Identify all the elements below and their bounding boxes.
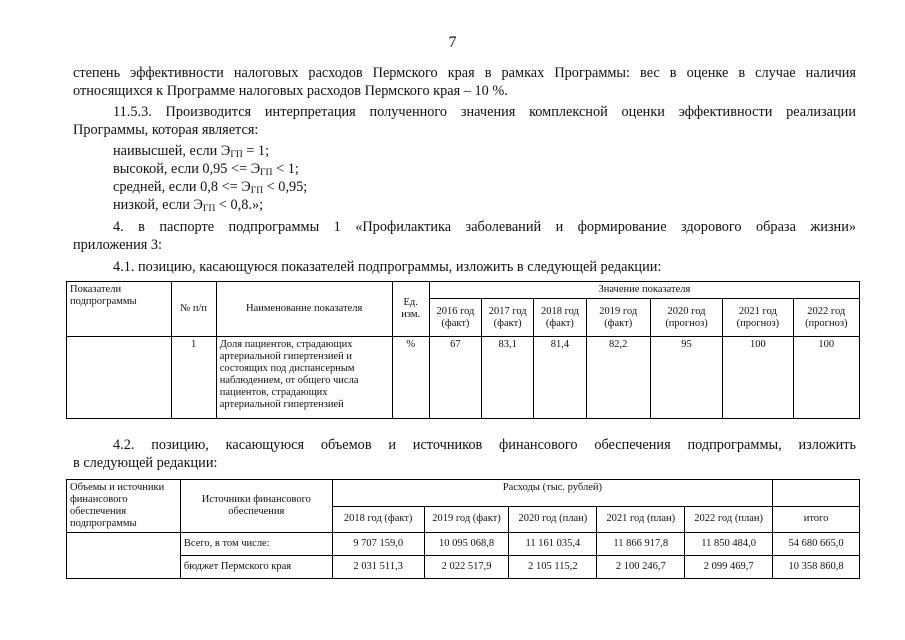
- year-header: 2018 год (факт): [534, 299, 586, 337]
- indicator-value: 100: [793, 337, 859, 419]
- indicators-section-spacer: [67, 337, 172, 419]
- financing-section-spacer: [67, 533, 181, 579]
- page-number: 7: [448, 34, 457, 51]
- text-line-4: Программы, которая является:: [73, 122, 259, 138]
- total-group-spacer: [773, 480, 860, 507]
- indicator-value: 67: [429, 337, 481, 419]
- amount-cell: 9 707 159,0: [332, 533, 424, 556]
- indicator-value: 100: [723, 337, 793, 419]
- total-header: итого: [773, 506, 860, 533]
- indicator-name: Доля пациентов, страдающих артериальной гипертензией и состоящих под диспансерным наблюдением, от общего числа пациентов, страдающих артериальной гипертензией: [216, 337, 392, 419]
- criterion-medium: средней, если $0,8 <= Э_{ГП} < 0,95$;: [113, 179, 308, 196]
- amount-cell: 2 105 115,2: [509, 556, 597, 579]
- year-header: 2016 год (факт): [429, 299, 481, 337]
- col-name-header: Наименование показателя: [216, 282, 392, 337]
- indicator-value: 83,1: [482, 337, 534, 419]
- text-line-6: приложения 3:: [73, 237, 162, 253]
- amount-cell: 11 850 484,0: [685, 533, 773, 556]
- financing-section-label: Объемы и источники финансового обеспечения подпрограммы: [67, 480, 181, 533]
- col-num-header: № п/п: [171, 282, 216, 337]
- text-line-3: 11.5.3. Производится интерпретация полученного значения комплексной оценки эффективности реализации: [113, 104, 856, 120]
- text-line-8: 4.2. позицию, касающуюся объемов и источников финансового обеспечения подпрограммы, изложить: [113, 437, 856, 453]
- indicators-section-label: Показатели подпрограммы: [67, 282, 172, 337]
- col-unit-header: Ед. изм.: [392, 282, 429, 337]
- indicator-value: 81,4: [534, 337, 586, 419]
- indicators-table: [66, 281, 860, 419]
- indicator-unit: %: [392, 337, 429, 419]
- expenses-group-header: Расходы (тыс. рублей): [332, 480, 772, 507]
- year-header: 2021 год (прогноз): [723, 299, 793, 337]
- amount-cell: 10 095 068,8: [424, 533, 509, 556]
- amount-cell: 2 100 246,7: [597, 556, 685, 579]
- year-header: 2019 год (факт): [424, 506, 509, 533]
- row-num: 1: [171, 337, 216, 419]
- amount-cell: 2 022 517,9: [424, 556, 509, 579]
- amount-total: 54 680 665,0: [773, 533, 860, 556]
- year-header: 2022 год (прогноз): [793, 299, 859, 337]
- text-line-5: 4. в паспорте подпрограммы 1 «Профилактика заболеваний и формирование здорового образа жизни»: [113, 219, 856, 235]
- amount-cell: 2 099 469,7: [685, 556, 773, 579]
- amount-cell: 11 161 035,4: [509, 533, 597, 556]
- year-header: 2019 год (факт): [586, 299, 650, 337]
- values-group-header: Значение показателя: [429, 282, 859, 299]
- amount-cell: 2 031 511,3: [332, 556, 424, 579]
- amount-cell: 11 866 917,8: [597, 533, 685, 556]
- criterion-high: высокой, если $0,95 <= Э_{ГП} < 1$;: [113, 161, 299, 178]
- year-header: 2021 год (план): [597, 506, 685, 533]
- year-header: 2018 год (факт): [332, 506, 424, 533]
- financing-table: [66, 479, 860, 579]
- year-header: 2017 год (факт): [482, 299, 534, 337]
- text-line-1: степень эффективности налоговых расходов Пермского края в рамках Программы: вес в оценке в случае наличия: [73, 65, 856, 81]
- indicator-value: 82,2: [586, 337, 650, 419]
- source-label: бюджет Пермского края: [180, 556, 332, 579]
- criterion-highest: наивысшей, если $Э_{ГП} = 1$;: [113, 143, 270, 160]
- col-source-header: Источники финансового обеспечения: [180, 480, 332, 533]
- text-line-9: в следующей редакции:: [73, 455, 218, 471]
- indicator-value: 95: [650, 337, 722, 419]
- amount-total: 10 358 860,8: [773, 556, 860, 579]
- year-header: 2020 год (план): [509, 506, 597, 533]
- year-header: 2022 год (план): [685, 506, 773, 533]
- text-line-2: относящихся к Программе налоговых расходов Пермского края – 10 %.: [73, 83, 508, 99]
- text-line-7: 4.1. позицию, касающуюся показателей подпрограммы, изложить в следующей редакции:: [113, 259, 662, 275]
- source-label: Всего, в том числе:: [180, 533, 332, 556]
- year-header: 2020 год (прогноз): [650, 299, 722, 337]
- criterion-low: низкой, если $Э_{ГП} < 0,8$.»;: [113, 197, 264, 214]
